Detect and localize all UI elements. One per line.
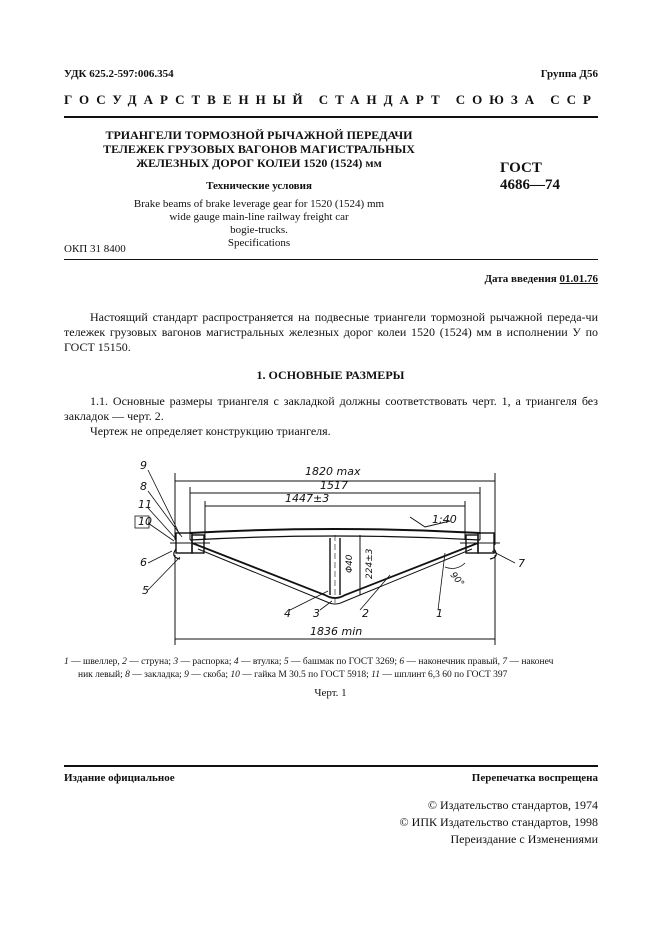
leader-line — [148, 551, 172, 563]
date-label: Дата введения — [484, 273, 557, 285]
caption-text: — шплинт 6,3 60 по ГОСТ 397 — [379, 670, 508, 680]
callout-number: 1 — [436, 607, 443, 620]
dim-min-length: 1836 min — [310, 625, 363, 638]
title-en-block — [100, 198, 418, 250]
caption-text: — распорка; — [178, 657, 234, 667]
callout-number: 2 — [362, 607, 369, 620]
caption-num: 3 — [173, 657, 179, 667]
callout-number: 3 — [313, 607, 320, 620]
copyright-line: © Издательство стандартов, 1974 — [427, 798, 598, 812]
leader-line — [320, 601, 332, 610]
reprint-notice: Перепечатка воспрещена — [471, 772, 598, 784]
figure-caption — [64, 656, 600, 682]
caption-text: — башмак по ГОСТ 3269; — [288, 657, 400, 667]
brake-beam-drawing — [120, 455, 550, 650]
dim-height: 224±3 — [365, 548, 375, 579]
caption-text: — скоба; — [188, 670, 231, 680]
gost-number: 4686—74 — [500, 177, 560, 193]
leader-line — [360, 575, 390, 610]
caption-text: — гайка М 30.5 по ГОСТ 5918; — [239, 670, 372, 680]
angle-arc — [445, 563, 465, 568]
caption-text: — закладка; — [129, 670, 185, 680]
title-en-line: Specifications — [227, 237, 291, 249]
okp-code: ОКП 31 8400 — [64, 243, 126, 255]
official-edition: Издание официальное — [64, 772, 175, 784]
caption-num: 2 — [122, 657, 127, 667]
title-ru-line: ТЕЛЕЖЕК ГРУЗОВЫХ ВАГОНОВ МАГИСТРАЛЬНЫХ — [103, 142, 415, 156]
state-word: СТАНДАРТ — [318, 92, 447, 107]
title-ru-line: ТРИАНГЕЛИ ТОРМОЗНОЙ РЫЧАЖНОЙ ПЕРЕДАЧИ — [105, 128, 413, 142]
udk-code: УДК 625.2-597:006.354 — [64, 68, 174, 80]
introduction-date — [484, 273, 598, 285]
caption-line-2 — [64, 669, 600, 682]
state-word: ГОСУДАРСТВЕННЫЙ — [64, 92, 310, 107]
callout-number: 4 — [284, 607, 291, 620]
caption-num: 7 — [502, 657, 508, 667]
callout-number: 6 — [140, 556, 147, 569]
footer-divider — [64, 765, 598, 767]
caption-text: — швеллер, — [68, 657, 123, 667]
dim-diameter: Φ40 — [345, 554, 355, 573]
state-word: СОЮЗА — [455, 92, 542, 107]
caption-num: 8 — [125, 670, 130, 680]
section-paragraph: Чертеж не определяет конструкцию триангеля. — [90, 424, 331, 438]
callout-number: 11 — [138, 498, 152, 511]
gost-label: ГОСТ — [500, 160, 542, 176]
dim-angle: 90° — [447, 570, 466, 590]
callout-number: 5 — [142, 584, 149, 597]
gost-designation — [500, 160, 560, 194]
dim-length: 1517 — [320, 479, 348, 492]
caption-num: 9 — [184, 670, 189, 680]
copyright-line: Переиздание с Изменениями — [450, 832, 598, 846]
title-en-line: Brake beams of brake leverage gear for 1520 (1524) mm — [133, 198, 385, 210]
title-ru-line: ЖЕЛЕЗНЫХ ДОРОГ КОЛЕИ 1520 (1524) мм — [136, 156, 382, 170]
caption-text: — струна; — [126, 657, 174, 667]
figure-label: Черт. 1 — [314, 687, 347, 699]
dim-max-length: 1820 max — [305, 465, 361, 478]
caption-num: 10 — [230, 670, 240, 680]
title-block — [100, 128, 418, 250]
intro-paragraph: Настоящий стандарт распространяется на подвесные триангели тормозной рычажной переда-чи тележек грузовых вагонов магистральных железных дорог колеи 1520 (1524) мм в исполнении У по ГОСТ 15150. — [64, 310, 598, 354]
title-en-line: bogie-trucks. — [230, 224, 288, 236]
copyright-block — [400, 797, 598, 848]
title-subtitle: Технические условия — [206, 180, 312, 192]
title-en-line: wide gauge main-line railway freight car — [169, 211, 349, 223]
caption-num: 5 — [283, 657, 289, 667]
state-standard-heading — [64, 92, 598, 108]
section-paragraph: 1.1. Основные размеры триангеля с закладкой должны соответствовать черт. 1, а триангеля без закладок — черт. 2. — [64, 394, 598, 423]
caption-num: 4 — [233, 657, 239, 667]
date-value: 01.01.76 — [559, 273, 598, 285]
dim-inner: 1447±3 — [285, 492, 330, 505]
header-divider — [64, 116, 598, 118]
dim-slope: 1:40 — [432, 513, 457, 526]
section-heading: 1. ОСНОВНЫЕ РАЗМЕРЫ — [256, 368, 405, 382]
caption-text: — наконечник правый, — [404, 657, 503, 667]
callout-number: 10 — [138, 515, 152, 528]
callout-number: 8 — [140, 480, 147, 493]
caption-num: 6 — [399, 657, 405, 667]
group-code: Группа Д56 — [540, 68, 598, 80]
caption-line-1 — [64, 656, 600, 669]
caption-num: 1 — [64, 657, 69, 667]
caption-text: — наконеч — [507, 657, 554, 667]
caption-num: 11 — [371, 670, 380, 680]
copyright-line: © ИПК Издательство стандартов, 1998 — [399, 815, 598, 829]
channel-beam — [190, 529, 480, 533]
state-word: ССР — [550, 92, 598, 107]
callout-number: 9 — [140, 459, 147, 472]
title-divider — [64, 259, 598, 260]
caption-text: ник левый; — [78, 670, 126, 680]
caption-text: — втулка; — [238, 657, 284, 667]
callout-number: 7 — [518, 557, 525, 570]
